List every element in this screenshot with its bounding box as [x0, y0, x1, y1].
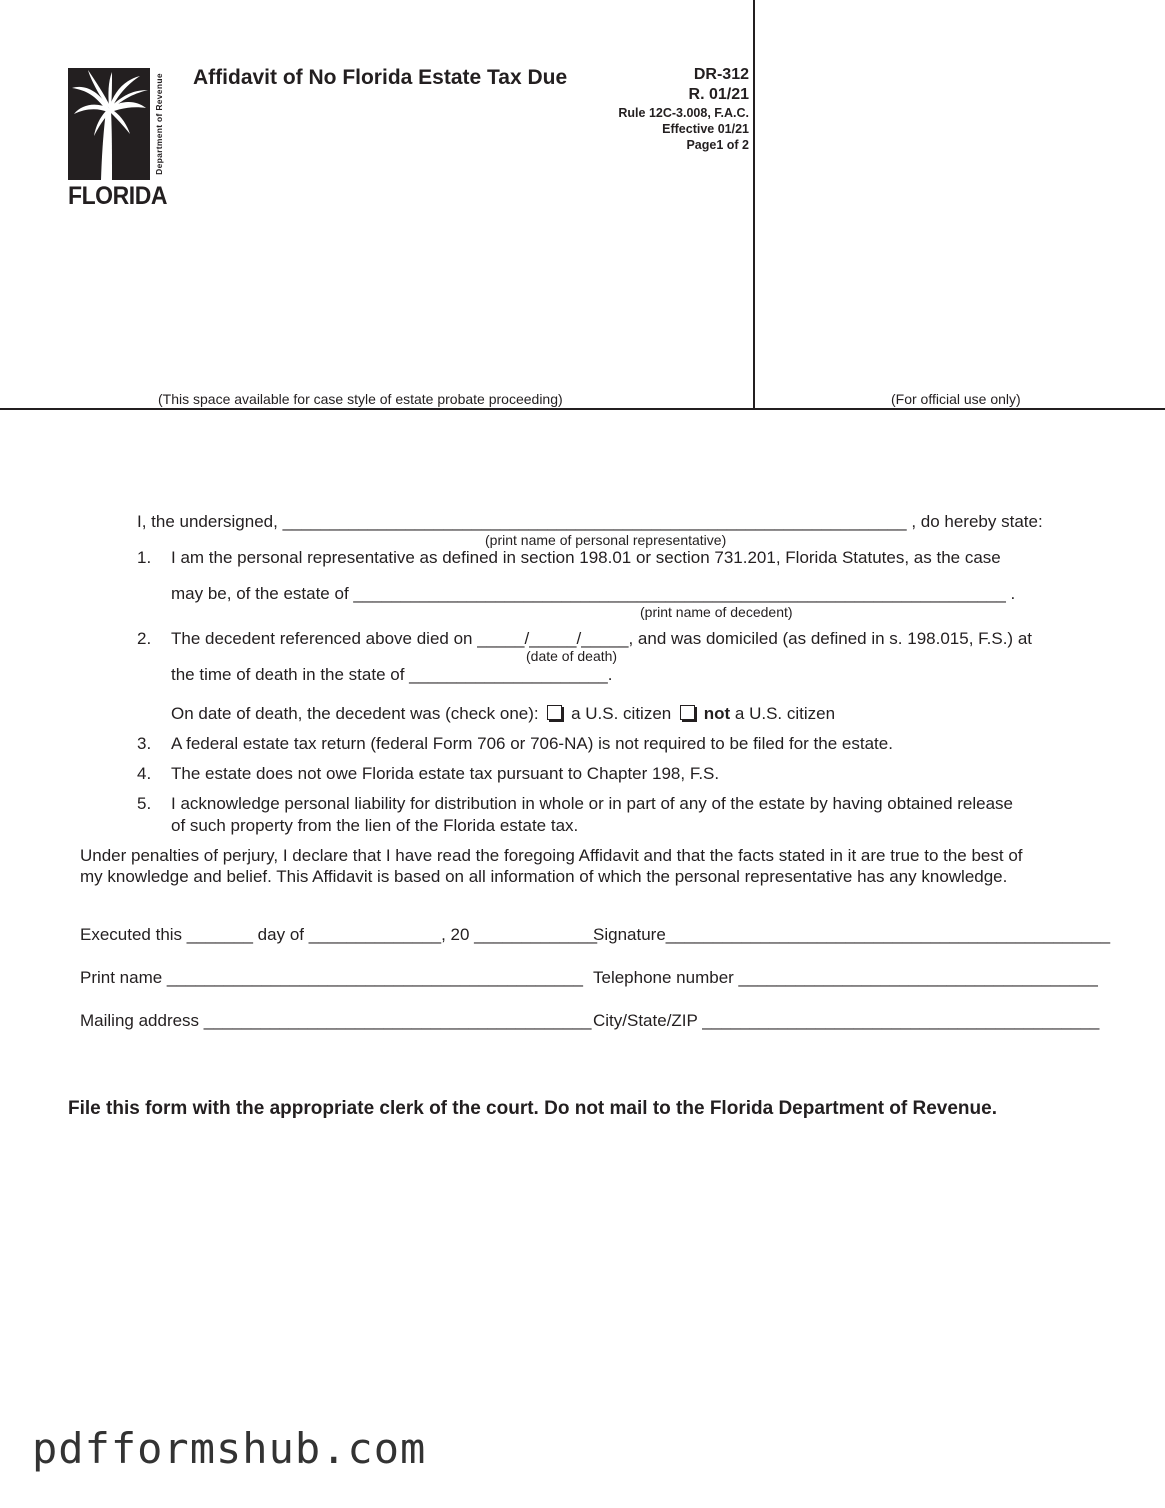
item5-line2: of such property from the lien of the Florida estate tax. — [171, 816, 579, 835]
watermark: pdfformshub.com — [32, 1424, 427, 1473]
item2-number: 2. — [137, 629, 152, 648]
citizenship-line — [171, 704, 835, 724]
logo-side-text: Department of Revenue — [154, 73, 164, 175]
case-style-caption: (This space available for case style of estate probate proceeding) — [158, 391, 563, 407]
executed-date-field[interactable]: Executed this _______ day of ______________, 20 _____________ — [80, 925, 598, 944]
official-use-caption: (For official use only) — [891, 391, 1021, 407]
form-revision: R. 01/21 — [688, 86, 749, 103]
mailing-address-field[interactable]: Mailing address _________________________________________ — [80, 1011, 592, 1030]
item2-line1[interactable]: The decedent referenced above died on _____/_____/_____, and was domiciled (as defined in s. 198.015, F.S.) at — [171, 629, 1032, 648]
filing-instruction: File this form with the appropriate clerk of the court. Do not mail to the Florida Department of Revenue. — [68, 1098, 997, 1119]
intro-line — [137, 512, 1043, 532]
telephone-field[interactable]: Telephone number ______________________________________ — [593, 968, 1098, 987]
form-number: DR-312 — [693, 66, 749, 83]
item1-lead: may be, of the estate of — [171, 584, 349, 603]
item5-line1: I acknowledge personal liability for distribution in whole or in part of any of the estate by having obtained release — [171, 794, 1014, 813]
print-name-field[interactable]: Print name ____________________________________________ — [80, 968, 583, 987]
decedent-name-caption: (print name of decedent) — [640, 604, 793, 620]
florida-dor-logo — [68, 68, 166, 210]
item1-number: 1. — [137, 548, 152, 567]
form-page: Page1 of 2 — [686, 138, 749, 152]
not-us-citizen-checkbox[interactable] — [680, 705, 695, 720]
domicile-state-field[interactable]: the time of death in the state of _____________________. — [171, 665, 613, 684]
form-rule: Rule 12C-3.008, F.A.C. — [618, 106, 749, 120]
not-us-citizen-label: a U.S. citizen — [734, 704, 836, 723]
item5-number: 5. — [137, 794, 152, 813]
intro-tail: , do hereby state: — [911, 512, 1043, 531]
horizontal-divider — [0, 408, 1165, 410]
intro-lead: I, the undersigned, — [137, 512, 278, 531]
item4-text: The estate does not owe Florida estate tax pursuant to Chapter 198, F.S. — [171, 764, 720, 783]
declaration-line1: Under penalties of perjury, I declare that I have read the foregoing Affidavit and that the facts stated in it are true to the best of — [80, 846, 1023, 865]
item1-line2 — [171, 584, 1015, 604]
not-label: not — [703, 704, 731, 723]
form-effective: Effective 01/21 — [662, 122, 749, 136]
logo-wordmark: FLORIDA — [68, 182, 168, 210]
item3-number: 3. — [137, 734, 152, 753]
city-state-zip-field[interactable]: City/State/ZIP __________________________________________ — [593, 1011, 1100, 1030]
item1-line1: I am the personal representative as defined in section 198.01 or section 731.201, Florida Statutes, as the case — [171, 548, 1001, 567]
representative-name-field[interactable]: __________________________________________________________________ — [282, 512, 907, 531]
decedent-name-field[interactable]: _____________________________________________________________________ . — [353, 584, 1016, 603]
item3-text: A federal estate tax return (federal Form 706 or 706-NA) is not required to be filed for the estate. — [171, 734, 893, 753]
us-citizen-label: a U.S. citizen — [571, 704, 672, 723]
representative-name-caption: (print name of personal representative) — [485, 532, 727, 548]
signature-field[interactable]: Signature_______________________________________________ — [593, 925, 1111, 944]
us-citizen-checkbox[interactable] — [547, 705, 562, 720]
item4-number: 4. — [137, 764, 152, 783]
vertical-divider — [753, 0, 755, 410]
form-title: Affidavit of No Florida Estate Tax Due — [193, 66, 568, 89]
declaration-line2: my knowledge and belief. This Affidavit is based on all information of which the personal representative has any knowledge. — [80, 867, 1008, 886]
citizenship-lead: On date of death, the decedent was (check one): — [171, 704, 539, 723]
date-of-death-caption: (date of death) — [526, 648, 618, 664]
palm-tree-icon — [68, 68, 150, 180]
